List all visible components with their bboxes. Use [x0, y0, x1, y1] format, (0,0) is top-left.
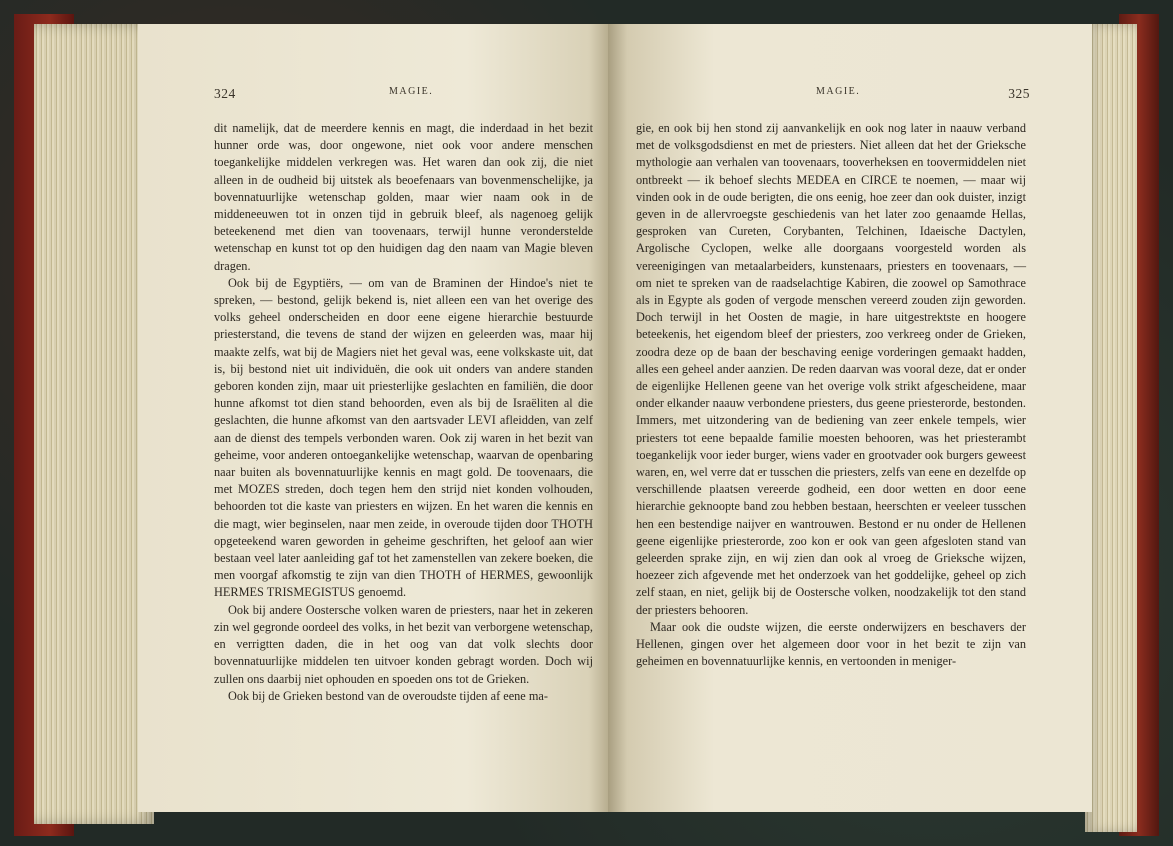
right-header-title: MAGIE.: [816, 86, 861, 97]
right-page-number: 325: [1008, 86, 1030, 101]
left-paragraph-1: dit namelijk, dat de meerdere kennis en magt, die inderdaad in het bezit hunner orde was, door ongewone, niet ook voor andere menschen toegankelijke middelen verkregen was. Het waren dan ook zij, die niet alleen in de oudheid bij uitstek als beoefenaars van bovenmenschelijke, ja bovennatuurlijke wetenschap golden, maar wier naam ook in de middeneeuwen tot in onzen tijd in gebruik bleef, als nagenoeg gelijk beteekenend met dien van toovenaars, terwijl hunne veronderstelde wetenschap en kunst tot op den huidigen dag den naam van Magie bleven dragen.: [214, 121, 593, 273]
left-paragraph-2: Ook bij de Egyptiërs, — om van de Braminen der Hindoe's niet te spreken, — bestond, gelijk bekend is, niet alleen een van het overige des volks geheel onderscheiden en door eene eigene hierarchie bestuurde priesterstand, die tevens de stand der wijzen en geleerden was, maar hij maakte zelfs, wat bij de Magiers niet het geval was, eene volkskaste uit, dat is, bij bestond niet uit individuën, die ook uit onders van andere standen geboren konden zijn, maar uit priesterlijke geslachten en familiën, die door hunne afkomst tot dien stand behoorden, even als bij de Israëliten al die geslachten, die hunne afkomst van den aartsvader LEVI afleidden, van zelf aan de dienst des tempels verbonden waren. Ook zij waren in het bezit van geheime, voor anderen ontoegankelijke wetenschap, waarvan de openbaring naar buiten als bovennatuurlijke kennis en magt gold. De toovenaars, die met MOZES streden, doch tegen hem den strijd niet konden volhouden, behoorden tot die kaste van priesters en wijzen. En het waren die kennis en die magt, wier beginselen, naar men zeide, in overoude tijden door THOTH opgeteekend waren geworden in geheime geschriften, het geloof aan wier bestaan veel later aanleiding gaf tot het zamenstellen van zekere boeken, die men voorgaf afkomstig te zijn van dien THOTH of HERMES, gewoonlijk HERMES TRISMEGISTUS genoemd.: [214, 275, 593, 600]
left-running-head: [214, 86, 586, 102]
left-page-number: 324: [214, 86, 236, 101]
left-header-title: MAGIE.: [389, 86, 434, 97]
left-paragraph-3: Ook bij andere Oostersche volken waren de priesters, naar het in zekeren zin wel gegronde oordeel des volks, in het bezit van verborgene wetenschap, en verrigtten daden, die in het oog van dat volk slechts door bovennatuurlijke middelen ten uitvoer konden gebragt worden. Doch wij zullen ons daarbij niet ophouden en spoeden ons tot de Grieken.: [214, 602, 593, 686]
left-paragraph-4: Ook bij de Grieken bestond van de overoudste tijden af eene ma-: [228, 688, 548, 703]
left-page: [138, 24, 608, 812]
left-page-edges: [34, 24, 154, 824]
right-page-edges: [1085, 24, 1137, 832]
open-book: [14, 14, 1159, 836]
right-page: [608, 24, 1092, 812]
right-paragraph-2: Maar ook die oudste wijzen, die eerste onderwijzers en beschavers der Hellenen, gingen over het algemeen door voor in het bezit te zijn van geheimen en bovennatuurlijke kennis, en vertoonden in meniger-: [636, 619, 1026, 669]
left-page-text: [214, 120, 593, 705]
right-page-text: [636, 120, 1026, 671]
right-paragraph-1: gie, en ook bij hen stond zij aanvankelijk en ook nog later in naauw verband met de volksgodsdienst en met de priesters. Niet alleen dat het der Grieksche mythologie aan verhalen van toovenaars, tooverheksen en toovermiddelen niet ontbreekt — ik behoef slechts MEDEA en CIRCE te noemen, — maar wij vinden ook in de oude berigten, die ons eenig, hoe zeer dan ook duister, inzigt geven in de allervroegste geschiedenis van het later zoo genaamde Hellas, gesproken van Cureten, Corybanten, Telchinen, Idaeische Dactylen, Argolische Cyclopen, welke alle doorgaans voorgesteld worden als vereenigingen van metaalarbeiders, kunstenaars, priesters en toovenaars, — om niet te spreken van de raadselachtige Kabiren, die zoowel op Samothrace als in Egypte als goden of vergode menschen vereerd zouden zijn geworden. Doch terwijl in het Oosten de magie, in hare uitgestrektste en hoogere beteekenis, het eigendom bleef der priesters, zoo verkreeg onder de Grieken, zoodra deze op de baan der beschaving eenige vorderingen gemaakt hadden, alles een geheel ander aanzien. De reden daarvan was vooral deze, dat er onder de eigenlijke Hellenen geene van het overige volk strikt afgescheidene, maar onder elkander naauw verbondene priesters, dus geene priesterorde, bestonden. Immers, met uitzondering van de bediening van zeer enkele tempels, wier priesters tot eene bepaalde familie moesten behooren, was het priesterambt toegankelijk voor ieder burger, wiens vader en grootvader ook burgers geweest waren, en, wel verre dat er tusschen die priesters, zelfs van eene en dezelfde op verschillende plaatsen vereerde godheid, een door wetten en door eene hierarchie geknoopte band zou hebben bestaan, heerschten er veeleer tusschen hen een bestendige naijver en wantrouwen. Bestond er nu onder de Hellenen geene eigenlijke priesterorde, zoo kon er ook van geen afgesloten stand van geleerden sprake zijn, en wij zien dan ook al vroeg de Grieksche wijzen, hoezeer zich afgevende met het onderzoek van het goddelijke, geheel op zich zelf staan, en niet, gelijk bij de Oostersche volken, noodzakelijk tot den stand der priesters behooren.: [636, 121, 1026, 617]
